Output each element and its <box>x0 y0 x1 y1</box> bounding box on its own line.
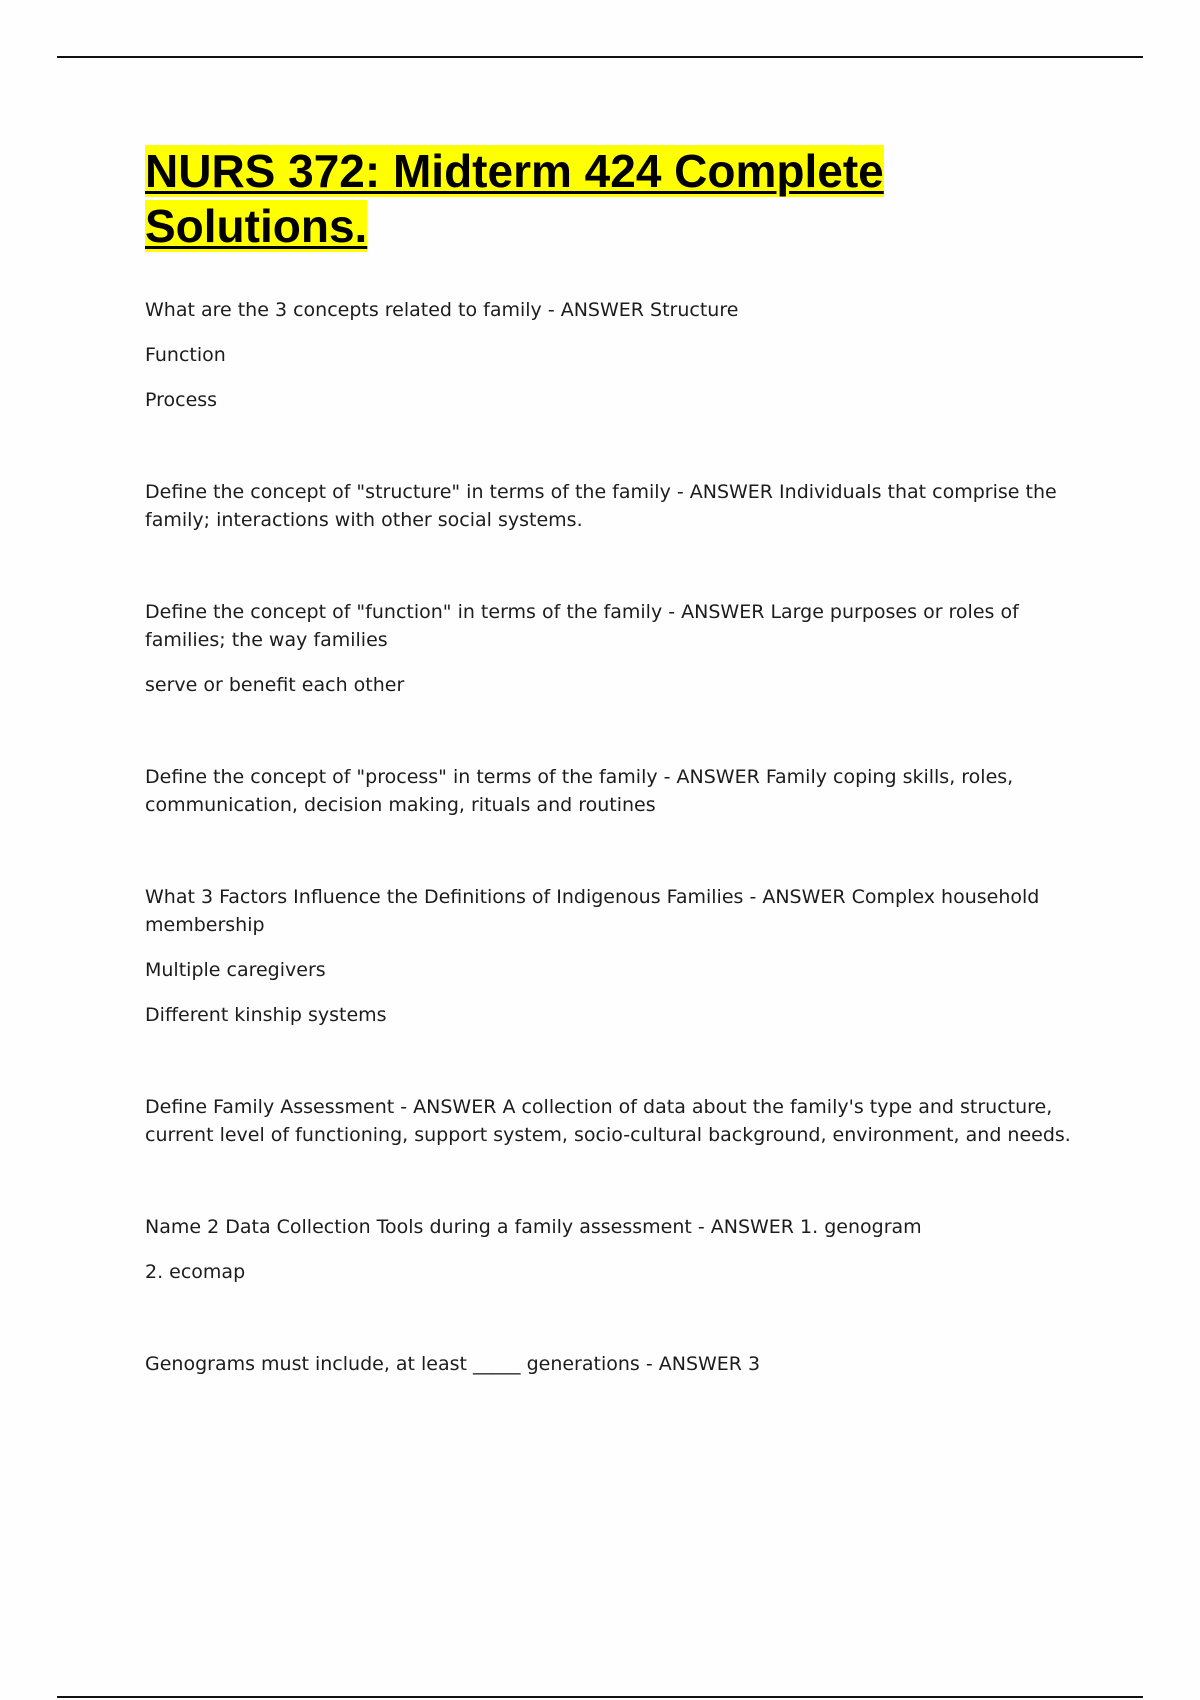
qa-entry <box>145 1093 1095 1149</box>
question-line: Name 2 Data Collection Tools during a family assessment - ANSWER 1. genogram <box>145 1216 922 1238</box>
document-content <box>145 144 1095 1395</box>
answer-line: 2. ecomap <box>145 1261 246 1283</box>
qa-entry <box>145 883 1095 1029</box>
qa-entry <box>145 1350 1095 1378</box>
header-rule <box>57 56 1143 58</box>
footer-rule <box>57 1696 1143 1698</box>
qa-entry <box>145 296 1095 414</box>
question-line: Genograms must include, at least _____ generations - ANSWER 3 <box>145 1353 761 1375</box>
question-line: Define the concept of "process" in terms of the family - ANSWER Family coping skills, roles, communication, decision making, rituals and routines <box>145 766 1014 816</box>
document-title: NURS 372: Midterm 424 Complete Solutions. <box>145 145 884 252</box>
question-line: Define the concept of "structure" in terms of the family - ANSWER Individuals that comprise the family; interactions with other social systems. <box>145 481 1057 531</box>
answer-line: Different kinship systems <box>145 1004 387 1026</box>
question-line: What 3 Factors Influence the Definitions of Indigenous Families - ANSWER Complex household membership <box>145 886 1040 936</box>
question-line: Define Family Assessment - ANSWER A collection of data about the family's type and structure, current level of functioning, support system, socio-cultural background, environment, and needs. <box>145 1096 1071 1146</box>
answer-line: Multiple caregivers <box>145 959 326 981</box>
answer-line: Function <box>145 344 226 366</box>
answer-line: Process <box>145 389 218 411</box>
qa-entry <box>145 763 1095 819</box>
qa-entry <box>145 1213 1095 1286</box>
qa-entry <box>145 598 1095 699</box>
qa-entry <box>145 478 1095 534</box>
answer-line: serve or benefit each other <box>145 674 405 696</box>
question-line: What are the 3 concepts related to family - ANSWER Structure <box>145 299 739 321</box>
question-line: Define the concept of "function" in terms of the family - ANSWER Large purposes or roles of families; the way families <box>145 601 1019 651</box>
